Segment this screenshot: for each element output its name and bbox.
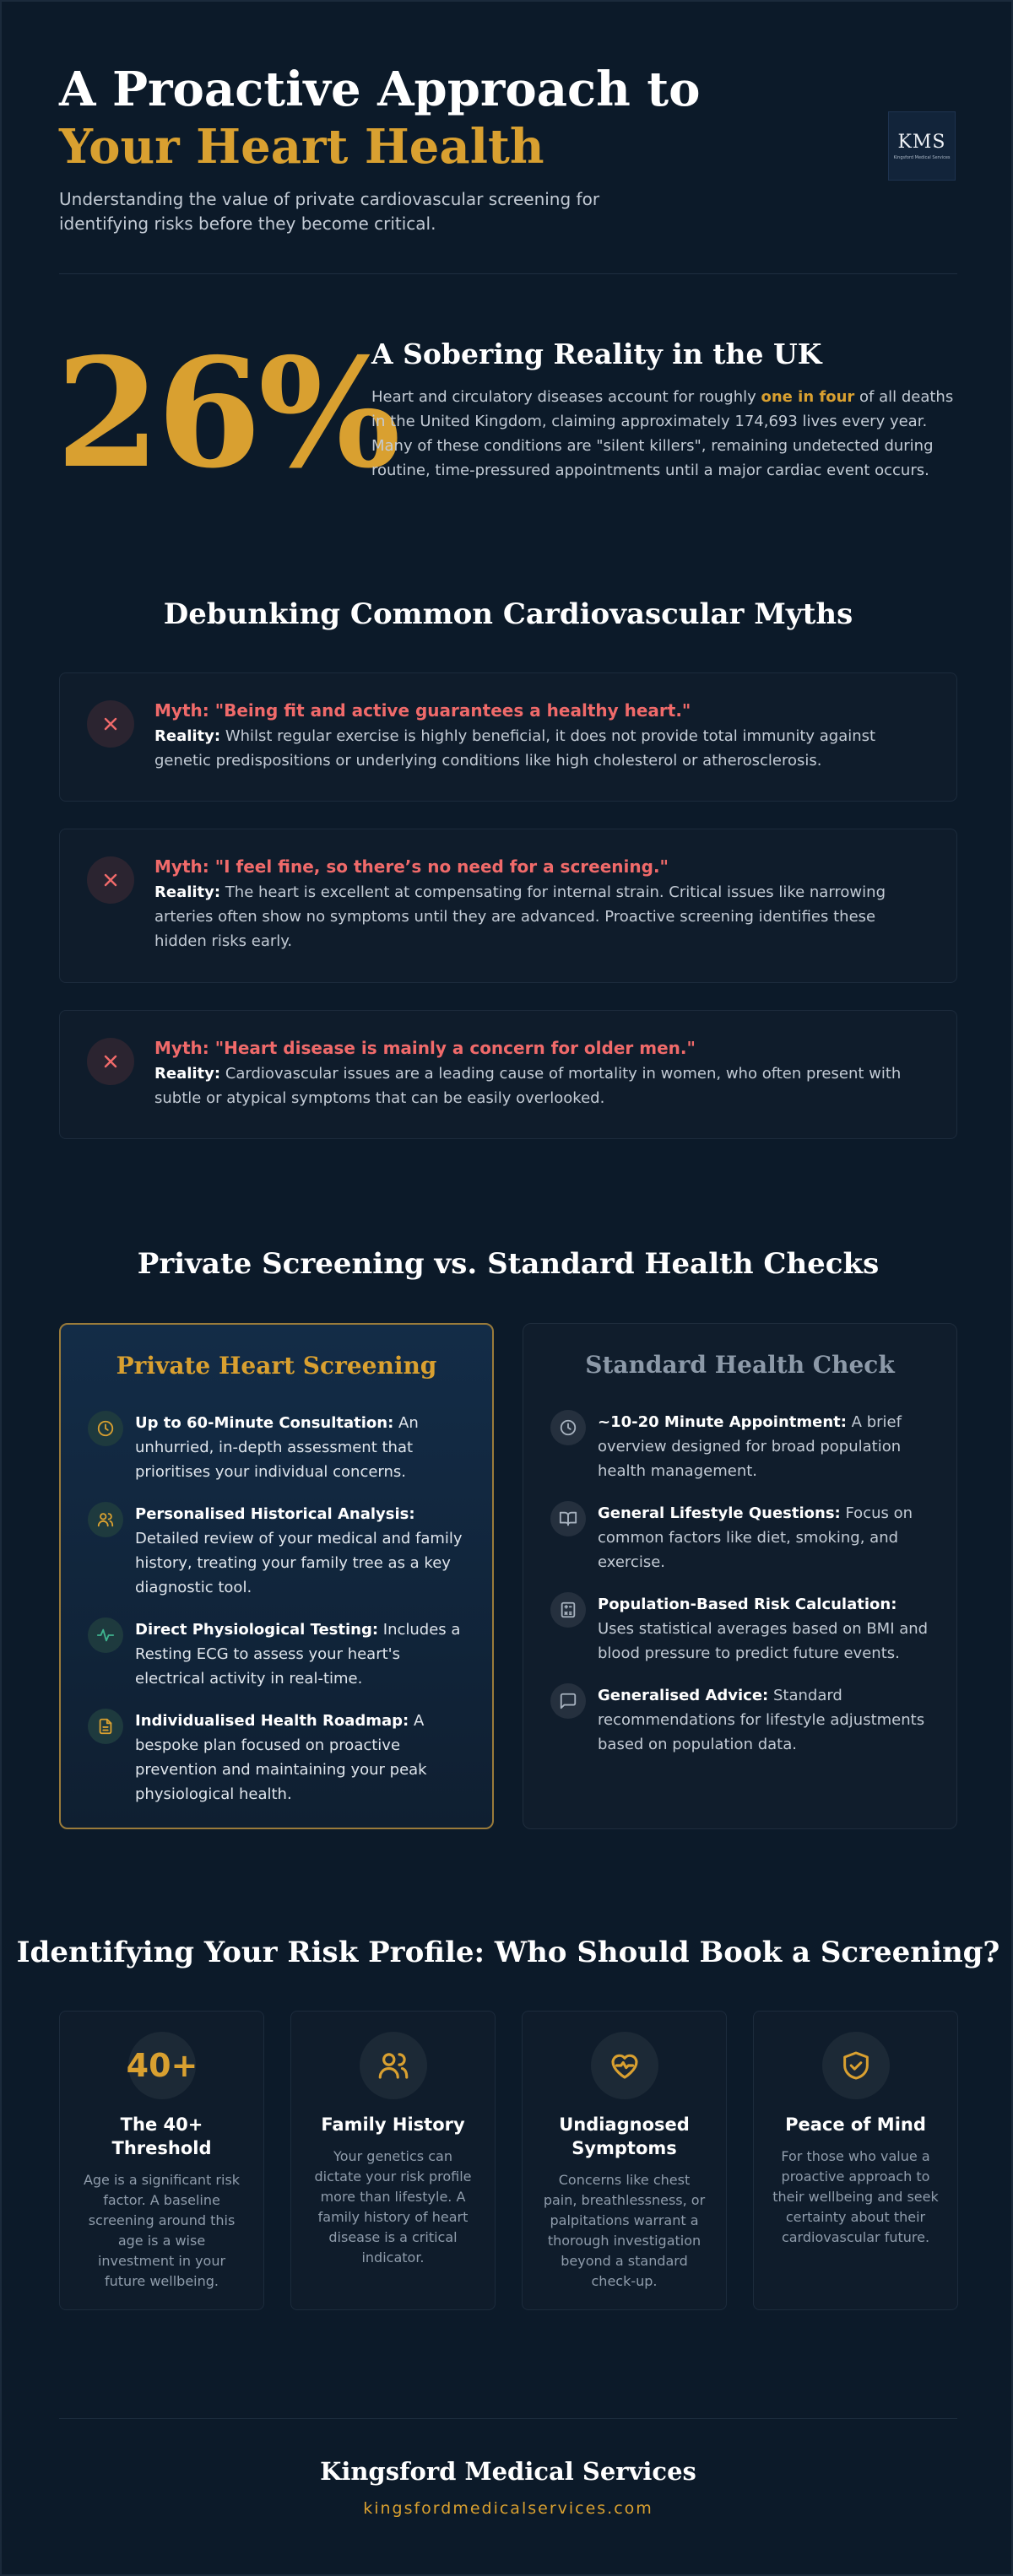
divider [59, 273, 957, 274]
feature-label: General Lifestyle Questions: [598, 1504, 841, 1522]
footer-website-link[interactable]: kingsfordmedicalservices.com [363, 2499, 653, 2518]
myth-reality [154, 1061, 906, 1110]
stat-number: 26% [56, 325, 398, 501]
myth-reality [154, 880, 906, 953]
risk-card-title: Undiagnosed Symptoms [559, 2114, 690, 2158]
page-title [59, 61, 701, 176]
feature-item [88, 1617, 467, 1691]
reality-text: Whilst regular exercise is highly beneficial, it does not provide total immunity against genetic predispositions or underlying conditions like high cholesterol or atherosclerosis. [154, 727, 876, 770]
feature-desc: Standard recommendations for lifestyle adjustments based on population data. [598, 1687, 925, 1753]
reality-text: Cardiovascular issues are a leading cause of mortality in women, who often present with subtle or atypical symptoms that can be easily overlooked. [154, 1065, 902, 1107]
risk-card-text: Age is a significant risk factor. A baseline screening around this age is a wise investment in your future wellbeing. [83, 2172, 241, 2289]
feature-label: Personalised Historical Analysis: [135, 1505, 415, 1523]
family-icon [360, 2032, 427, 2099]
risk-card-title: The 40+ Threshold [111, 2114, 212, 2158]
feature-label: Direct Physiological Testing: [135, 1621, 379, 1639]
close-icon [87, 700, 134, 748]
reality-label: Reality: [154, 727, 221, 745]
feature-text [598, 1592, 931, 1666]
feature-item [550, 1592, 931, 1666]
page-subtitle: Understanding the value of private cardiovascular screening for identifying risks before they become critical. [59, 189, 600, 234]
feature-text [135, 1709, 467, 1806]
myth-card [59, 1010, 957, 1139]
risk-card-text: For those who value a proactive approach to their wellbeing and seek certainty about their cardiovascular future. [772, 2148, 939, 2245]
feature-text [135, 1411, 467, 1484]
feature-item [550, 1683, 931, 1757]
calculator-icon [550, 1592, 586, 1628]
myth-card [59, 829, 957, 983]
stat-body [371, 385, 962, 483]
feature-desc: Detailed review of your medical and family history, treating your family tree as a key diagnostic tool. [135, 1530, 463, 1596]
risk-card-text: Your genetics can dictate your risk profile more than lifestyle. A family history of heart disease is a critical indicator. [314, 2148, 472, 2265]
feature-item [550, 1410, 931, 1483]
feature-label: Up to 60-Minute Consultation: [135, 1414, 394, 1432]
feature-desc: A bespoke plan focused on proactive prevention and maintaining your peak physiological health. [135, 1712, 427, 1803]
close-icon [87, 1038, 134, 1085]
myth-reality [154, 724, 906, 773]
reality-label: Reality: [154, 1065, 221, 1083]
document-icon [88, 1709, 123, 1744]
risk-title: Identifying Your Risk Profile: Who Should Book a Screening? [16, 1936, 1000, 1969]
feature-item [88, 1709, 467, 1806]
footer-company-name: Kingsford Medical Services [320, 2457, 696, 2486]
kms-logo [888, 111, 956, 181]
feature-item [88, 1502, 467, 1600]
stat-highlight: one in four [761, 388, 855, 406]
risk-card [522, 2011, 727, 2310]
divider [59, 2418, 957, 2419]
stat-body-text: Heart and circulatory diseases account for roughly [371, 388, 761, 406]
myth-card [59, 672, 957, 802]
close-icon [87, 856, 134, 904]
users-icon [88, 1502, 123, 1537]
standard-check-card [523, 1323, 957, 1829]
standard-card-heading: Standard Health Check [585, 1351, 895, 1379]
feature-text [135, 1502, 467, 1600]
myths-title: Debunking Common Cardiovascular Myths [163, 597, 853, 631]
risk-card [753, 2011, 958, 2310]
feature-label: ~10-20 Minute Appointment: [598, 1413, 847, 1431]
feature-text [598, 1501, 931, 1574]
shield-check-icon [822, 2032, 890, 2099]
reality-label: Reality: [154, 883, 221, 901]
clock-icon [550, 1410, 586, 1445]
feature-text [598, 1410, 931, 1483]
feature-label: Individualised Health Roadmap: [135, 1712, 409, 1730]
age-badge-text: 40+ [126, 2047, 198, 2084]
feature-desc: Focus on common factors like diet, smoking, and exercise. [598, 1504, 913, 1571]
risk-card [290, 2011, 496, 2310]
heart-pulse-icon [591, 2032, 658, 2099]
feature-desc: Includes a Resting ECG to assess your heart's electrical activity in real-time. [135, 1621, 461, 1688]
feature-item [550, 1501, 931, 1574]
title-line-1: A Proactive Approach to [59, 62, 701, 117]
clock-icon [88, 1411, 123, 1446]
private-screening-card [59, 1323, 494, 1829]
stat-body-text-cont: of all deaths in the United Kingdom, claiming approximately 174,693 lives every year. Many of these conditions are "silent killers", remaining undetected during routine, time-pressured appointments until a major cardiac event occurs. [371, 388, 954, 479]
pulse-icon [88, 1617, 123, 1653]
stat-title: A Sobering Reality in the UK [371, 338, 822, 370]
feature-label: Generalised Advice: [598, 1687, 769, 1704]
age-badge [128, 2032, 196, 2099]
logo-mark: KMS [897, 132, 946, 153]
feature-desc: A brief overview designed for broad population health management. [598, 1413, 902, 1480]
risk-card-title: Family History [321, 2114, 465, 2135]
comparison-title: Private Screening vs. Standard Health Checks [137, 1247, 880, 1281]
risk-card-text: Concerns like chest pain, breathlessness, or palpitations warrant a thorough investigation beyond a standard check-up. [543, 2172, 706, 2289]
myth-heading: Myth: "Heart disease is mainly a concern for older men." [154, 1038, 696, 1058]
feature-text [598, 1683, 931, 1757]
feature-text [135, 1617, 467, 1691]
feature-label: Population-Based Risk Calculation: [598, 1596, 897, 1613]
feature-item [88, 1411, 467, 1484]
feature-desc: Uses statistical averages based on BMI and blood pressure to predict future events. [598, 1620, 929, 1662]
reality-text: The heart is excellent at compensating for internal strain. Critical issues like narrowing arteries often show no symptoms until they are advanced. Proactive screening identifies these hidden risks early. [154, 883, 886, 950]
private-card-heading: Private Heart Screening [116, 1352, 437, 1380]
myth-heading: Myth: "Being fit and active guarantees a healthy heart." [154, 700, 691, 721]
myth-heading: Myth: "I feel fine, so there’s no need for a screening." [154, 856, 669, 877]
feature-desc: An unhurried, in-depth assessment that prioritises your individual concerns. [135, 1414, 419, 1481]
title-line-2: Your Heart Health [59, 119, 544, 175]
logo-tag: Kingsford Medical Services [893, 155, 951, 160]
chat-icon [550, 1683, 586, 1719]
book-icon [550, 1501, 586, 1536]
risk-card-title: Peace of Mind [785, 2114, 926, 2135]
risk-card [59, 2011, 264, 2310]
